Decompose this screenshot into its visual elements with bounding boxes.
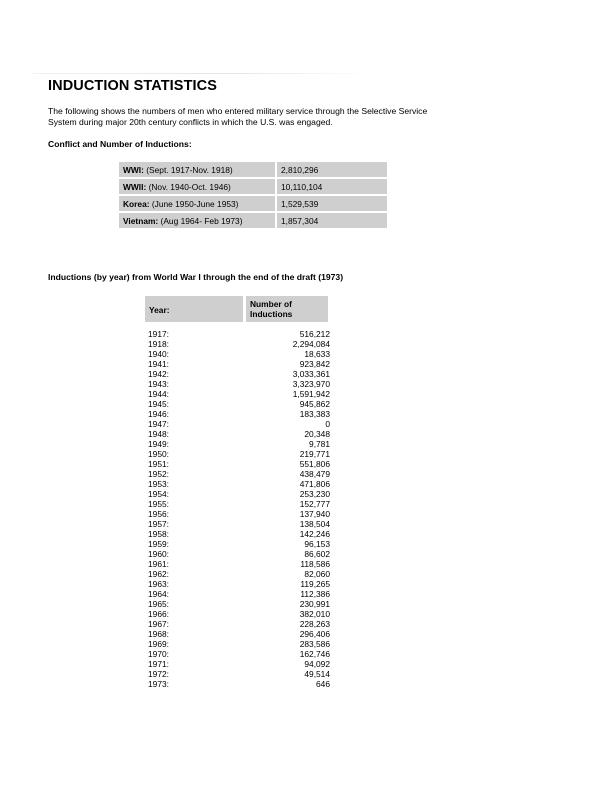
conflict-dates: (June 1950-June 1953) bbox=[149, 198, 239, 209]
year-inductions: 230,991 bbox=[299, 599, 330, 609]
conflict-row bbox=[119, 179, 387, 194]
year-row bbox=[148, 499, 330, 509]
year-inductions: 86,602 bbox=[304, 549, 330, 559]
year-row bbox=[148, 369, 330, 379]
conflict-inductions: 1,529,539 bbox=[277, 196, 387, 211]
year-label: 1965: bbox=[148, 599, 169, 609]
year-inductions: 228,263 bbox=[299, 619, 330, 629]
year-inductions: 18,633 bbox=[304, 349, 330, 359]
year-label: 1962: bbox=[148, 569, 169, 579]
year-inductions: 96,153 bbox=[304, 539, 330, 549]
year-inductions: 945,862 bbox=[299, 399, 330, 409]
conflict-name: WWII: bbox=[123, 181, 147, 192]
conflict-cell bbox=[119, 162, 275, 177]
conflict-row bbox=[119, 213, 387, 228]
year-label: 1968: bbox=[148, 629, 169, 639]
year-label: 1951: bbox=[148, 459, 169, 469]
year-row bbox=[148, 599, 330, 609]
year-label: 1947: bbox=[148, 419, 169, 429]
year-inductions: 162,746 bbox=[299, 649, 330, 659]
year-row bbox=[148, 589, 330, 599]
year-label: 1942: bbox=[148, 369, 169, 379]
conflict-name: Vietnam: bbox=[123, 215, 159, 226]
year-inductions: 516,212 bbox=[299, 329, 330, 339]
year-row bbox=[148, 669, 330, 679]
year-inductions: 20,348 bbox=[304, 429, 330, 439]
year-row bbox=[148, 649, 330, 659]
year-label: 1966: bbox=[148, 609, 169, 619]
year-inductions: 3,323,970 bbox=[292, 379, 330, 389]
conflict-cell bbox=[119, 196, 275, 211]
year-inductions: 118,586 bbox=[300, 559, 330, 569]
year-label: 1956: bbox=[148, 509, 169, 519]
year-inductions: 471,806 bbox=[299, 479, 330, 489]
year-row bbox=[148, 339, 330, 349]
year-column-label: Year: bbox=[149, 305, 170, 315]
year-inductions: 0 bbox=[325, 419, 330, 429]
conflict-heading: Conflict and Number of Inductions: bbox=[48, 139, 192, 149]
year-row bbox=[148, 529, 330, 539]
year-inductions: 9,781 bbox=[309, 439, 330, 449]
year-label: 1940: bbox=[148, 349, 169, 359]
year-row bbox=[148, 509, 330, 519]
conflict-cell bbox=[119, 213, 275, 228]
year-label: 1961: bbox=[148, 559, 169, 569]
year-row bbox=[148, 349, 330, 359]
year-row bbox=[148, 489, 330, 499]
year-label: 1972: bbox=[148, 669, 169, 679]
conflict-name: WWI: bbox=[123, 164, 144, 175]
year-row bbox=[148, 569, 330, 579]
year-row bbox=[148, 539, 330, 549]
year-label: 1945: bbox=[148, 399, 169, 409]
year-inductions: 142,246 bbox=[299, 529, 330, 539]
year-row bbox=[148, 619, 330, 629]
year-row bbox=[148, 579, 330, 589]
year-row bbox=[148, 629, 330, 639]
year-label: 1971: bbox=[148, 659, 169, 669]
year-inductions: 152,777 bbox=[299, 499, 330, 509]
year-row bbox=[148, 329, 330, 339]
year-label: 1958: bbox=[148, 529, 169, 539]
year-row bbox=[148, 639, 330, 649]
conflict-table bbox=[117, 160, 389, 230]
year-label: 1957: bbox=[148, 519, 169, 529]
conflict-cell bbox=[119, 179, 275, 194]
year-inductions: 646 bbox=[316, 679, 330, 689]
year-label: 1964: bbox=[148, 589, 169, 599]
conflict-row bbox=[119, 162, 387, 177]
conflict-inductions: 10,110,104 bbox=[277, 179, 387, 194]
year-label: 1969: bbox=[148, 639, 169, 649]
year-row bbox=[148, 399, 330, 409]
year-label: 1918: bbox=[148, 339, 169, 349]
year-inductions: 382,010 bbox=[299, 609, 330, 619]
inductions-column-label: Number of Inductions bbox=[250, 299, 293, 319]
year-row bbox=[148, 469, 330, 479]
year-inductions: 119,265 bbox=[300, 579, 330, 589]
year-label: 1917: bbox=[148, 329, 169, 339]
year-inductions: 183,383 bbox=[299, 409, 330, 419]
year-label: 1952: bbox=[148, 469, 169, 479]
year-row bbox=[148, 409, 330, 419]
conflict-dates: (Nov. 1940-Oct. 1946) bbox=[146, 181, 231, 192]
year-row bbox=[148, 449, 330, 459]
conflict-dates: (Sept. 1917-Nov. 1918) bbox=[143, 164, 233, 175]
year-label: 1967: bbox=[148, 619, 169, 629]
year-row bbox=[148, 379, 330, 389]
year-label: 1953: bbox=[148, 479, 169, 489]
year-label: 1963: bbox=[148, 579, 169, 589]
year-row bbox=[148, 419, 330, 429]
year-label: 1948: bbox=[148, 429, 169, 439]
year-inductions: 138,504 bbox=[299, 519, 330, 529]
year-row bbox=[148, 459, 330, 469]
year-row bbox=[148, 549, 330, 559]
year-inductions: 219,771 bbox=[299, 449, 330, 459]
year-label: 1943: bbox=[148, 379, 169, 389]
year-row bbox=[148, 559, 330, 569]
year-row bbox=[148, 389, 330, 399]
conflict-inductions: 2,810,296 bbox=[277, 162, 387, 177]
year-inductions: 82,060 bbox=[304, 569, 330, 579]
year-row bbox=[148, 519, 330, 529]
year-label: 1970: bbox=[148, 649, 169, 659]
year-inductions: 2,294,084 bbox=[292, 339, 330, 349]
year-inductions: 296,406 bbox=[299, 629, 330, 639]
conflict-dates: (Aug 1964- Feb 1973) bbox=[158, 215, 243, 226]
year-row bbox=[148, 679, 330, 689]
year-inductions: 923,842 bbox=[299, 359, 330, 369]
year-inductions: 551,806 bbox=[299, 459, 330, 469]
header-divider bbox=[33, 73, 373, 74]
yearly-inductions-list bbox=[148, 329, 330, 689]
year-label: 1941: bbox=[148, 359, 169, 369]
year-row bbox=[148, 429, 330, 439]
year-label: 1955: bbox=[148, 499, 169, 509]
year-row bbox=[148, 479, 330, 489]
year-label: 1949: bbox=[148, 439, 169, 449]
year-inductions: 3,033,361 bbox=[292, 369, 330, 379]
year-inductions: 112,386 bbox=[300, 589, 330, 599]
conflict-inductions: 1,857,304 bbox=[277, 213, 387, 228]
year-label: 1960: bbox=[148, 549, 169, 559]
year-label: 1959: bbox=[148, 539, 169, 549]
year-label: 1944: bbox=[148, 389, 169, 399]
year-inductions: 137,940 bbox=[299, 509, 330, 519]
year-row bbox=[148, 609, 330, 619]
year-row bbox=[148, 439, 330, 449]
conflict-row bbox=[119, 196, 387, 211]
page-title: INDUCTION STATISTICS bbox=[48, 78, 218, 94]
year-inductions: 1,591,942 bbox=[292, 389, 330, 399]
year-inductions: 253,230 bbox=[299, 489, 330, 499]
year-inductions: 94,092 bbox=[304, 659, 330, 669]
year-row bbox=[148, 659, 330, 669]
year-label: 1954: bbox=[148, 489, 169, 499]
year-label: 1973: bbox=[148, 679, 169, 689]
yearly-heading: Inductions (by year) from World War I through the end of the draft (1973) bbox=[48, 272, 344, 282]
year-label: 1946: bbox=[148, 409, 169, 419]
year-label: 1950: bbox=[148, 449, 169, 459]
year-inductions: 49,514 bbox=[304, 669, 330, 679]
year-inductions: 438,479 bbox=[299, 469, 330, 479]
year-inductions: 283,586 bbox=[299, 639, 330, 649]
conflict-name: Korea: bbox=[123, 198, 150, 209]
inductions-column-header bbox=[246, 296, 328, 322]
intro-paragraph: The following shows the numbers of men who entered military service through the Selective Service System during major 20th century conflicts in which the U.S. was engaged. bbox=[48, 106, 428, 127]
year-row bbox=[148, 359, 330, 369]
year-column-header bbox=[145, 296, 243, 322]
